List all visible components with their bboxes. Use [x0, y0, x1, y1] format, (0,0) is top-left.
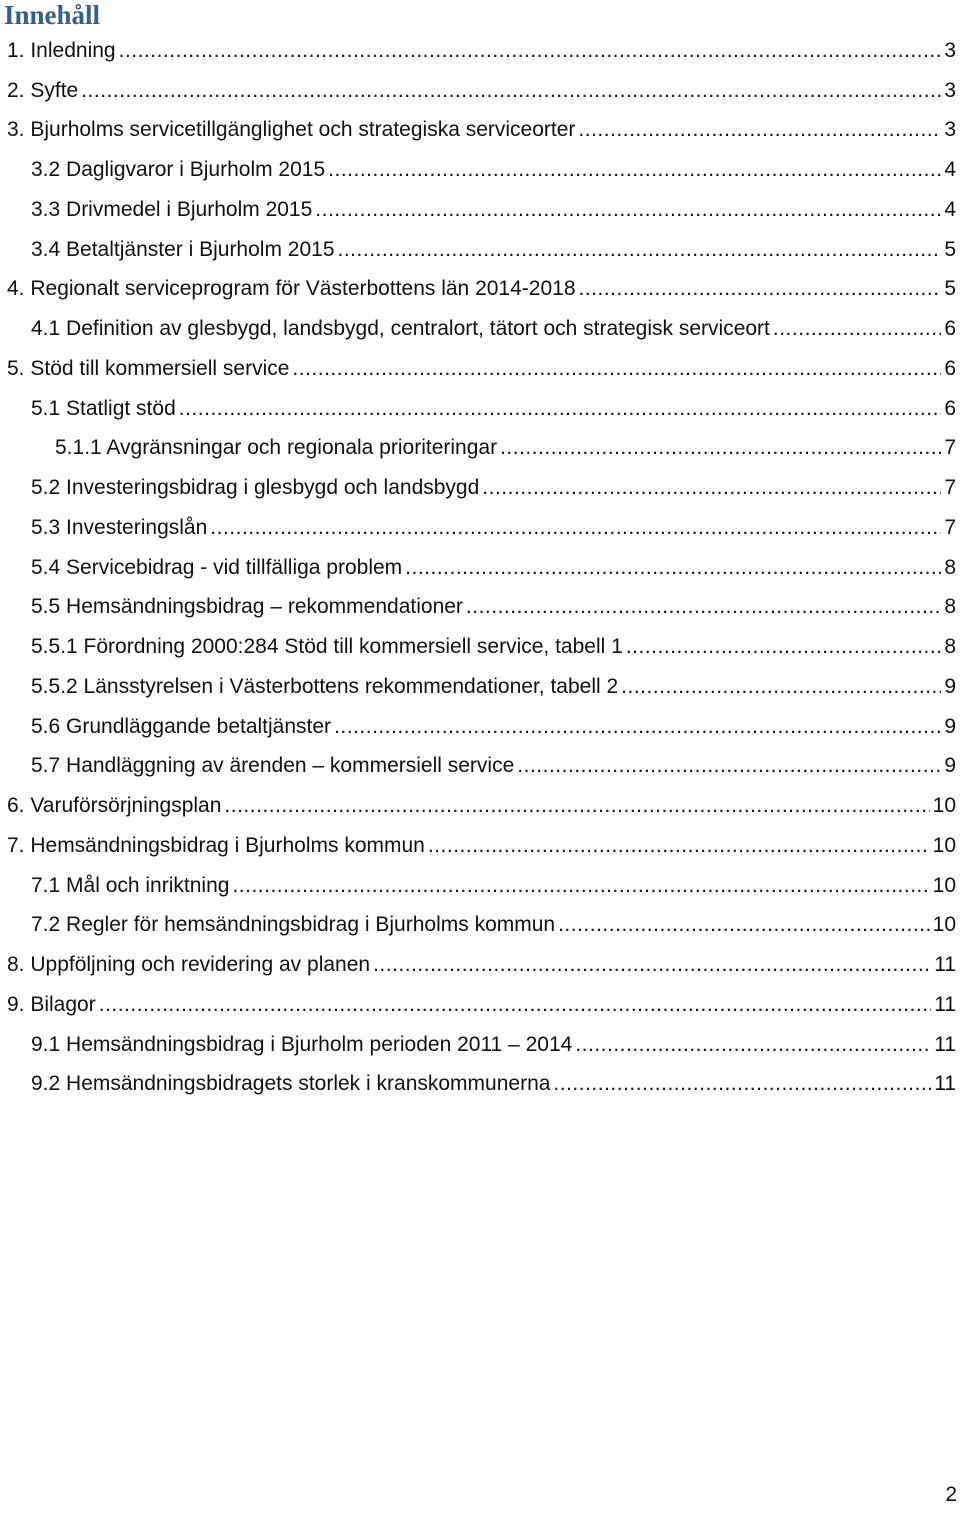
toc-entry-page: 5	[944, 277, 956, 301]
toc-entry-label: 5.7 Handläggning av ärenden – kommersiell service	[31, 754, 515, 778]
toc-dot-leader	[328, 158, 941, 182]
toc-dot-leader	[575, 1033, 931, 1057]
toc-entry-page: 9	[944, 714, 956, 738]
toc-entry-page: 3	[944, 38, 956, 62]
table-of-contents	[0, 31, 960, 1104]
toc-entry[interactable]	[0, 349, 960, 389]
toc-dot-leader	[373, 953, 931, 977]
toc-dot-leader	[292, 357, 941, 381]
toc-entry[interactable]	[0, 190, 960, 230]
toc-entry[interactable]	[0, 468, 960, 508]
toc-entry[interactable]	[0, 707, 960, 747]
toc-dot-leader	[81, 79, 941, 103]
toc-entry-label: 7. Hemsändningsbidrag i Bjurholms kommun	[7, 833, 425, 857]
toc-entry-label: 5.1.1 Avgränsningar och regionala prioriteringar	[55, 436, 498, 460]
toc-entry-label: 5.6 Grundläggande betaltjänster	[31, 714, 332, 738]
toc-entry-label: 7.1 Mål och inriktning	[31, 873, 230, 897]
toc-entry-label: 5. Stöd till kommersiell service	[7, 356, 290, 380]
toc-entry[interactable]	[0, 31, 960, 71]
toc-dot-leader	[482, 476, 941, 500]
toc-entry-page: 11	[934, 992, 956, 1016]
toc-entry-label: 3.2 Dagligvaror i Bjurholm 2015	[31, 158, 326, 182]
toc-dot-leader	[517, 754, 941, 778]
toc-entry-page: 6	[944, 396, 956, 420]
toc-heading: Innehåll	[4, 0, 101, 30]
toc-entry-label: 3.4 Betaltjänster i Bjurholm 2015	[31, 237, 335, 261]
toc-entry-label: 9.2 Hemsändningsbidragets storlek i kranskommunerna	[31, 1072, 551, 1096]
toc-entry[interactable]	[0, 71, 960, 111]
toc-entry[interactable]	[0, 111, 960, 151]
toc-entry-label: 4. Regionalt serviceprogram för Västerbottens län 2014-2018	[7, 277, 576, 301]
toc-entry-label: 5.4 Servicebidrag - vid tillfälliga problem	[31, 555, 403, 579]
toc-dot-leader	[466, 595, 941, 619]
toc-entry[interactable]	[0, 866, 960, 906]
toc-entry-label: 5.3 Investeringslån	[31, 515, 208, 539]
toc-entry[interactable]	[0, 270, 960, 310]
toc-entry[interactable]	[0, 985, 960, 1025]
toc-entry-page: 11	[934, 1032, 956, 1056]
toc-dot-leader	[179, 397, 942, 421]
toc-entry-page: 3	[944, 118, 956, 142]
toc-dot-leader	[553, 1072, 931, 1096]
toc-dot-leader	[210, 516, 941, 540]
toc-entry[interactable]	[0, 230, 960, 270]
toc-entry[interactable]	[0, 429, 960, 469]
toc-entry[interactable]	[0, 627, 960, 667]
toc-entry[interactable]	[0, 826, 960, 866]
toc-entry-label: 9.1 Hemsändningsbidrag i Bjurholm perioden 2011 – 2014	[31, 1032, 573, 1056]
toc-entry-label: 1. Inledning	[7, 38, 116, 62]
toc-entry-page: 7	[944, 476, 956, 500]
toc-entry-page: 8	[944, 555, 956, 579]
toc-entry-page: 5	[944, 237, 956, 261]
toc-dot-leader	[405, 556, 941, 580]
toc-entry[interactable]	[0, 906, 960, 946]
toc-dot-leader	[621, 675, 941, 699]
toc-entry-label: 5.1 Statligt stöd	[31, 396, 176, 420]
toc-entry[interactable]	[0, 786, 960, 826]
toc-dot-leader	[224, 794, 929, 818]
toc-entry[interactable]	[0, 389, 960, 429]
toc-entry[interactable]	[0, 150, 960, 190]
toc-entry-page: 3	[944, 78, 956, 102]
toc-entry[interactable]	[0, 548, 960, 588]
toc-entry-label: 5.2 Investeringsbidrag i glesbygd och landsbygd	[31, 476, 480, 500]
toc-dot-leader	[579, 277, 942, 301]
toc-entry-label: 3.3 Drivmedel i Bjurholm 2015	[31, 197, 313, 221]
page-number: 2	[945, 1483, 957, 1506]
toc-entry-page: 11	[934, 1072, 956, 1096]
toc-dot-leader	[558, 913, 930, 937]
toc-entry-page: 6	[944, 356, 956, 380]
toc-dot-leader	[428, 834, 930, 858]
toc-entry-label: 8. Uppföljning och revidering av planen	[7, 953, 371, 977]
toc-entry-page: 9	[944, 754, 956, 778]
toc-entry-label: 9. Bilagor	[7, 992, 96, 1016]
toc-entry-page: 11	[934, 953, 956, 977]
toc-entry-label: 5.5.2 Länsstyrelsen i Västerbottens rekommendationer, tabell 2	[31, 674, 619, 698]
toc-entry-page: 7	[944, 436, 956, 460]
toc-entry-label: 4.1 Definition av glesbygd, landsbygd, centralort, tätort och strategisk serviceort	[31, 317, 770, 341]
toc-entry-label: 3. Bjurholms servicetillgänglighet och strategiska serviceorter	[7, 118, 576, 142]
toc-entry-page: 6	[944, 317, 956, 341]
toc-dot-leader	[338, 238, 942, 262]
toc-dot-leader	[119, 39, 942, 63]
toc-entry[interactable]	[0, 309, 960, 349]
toc-entry-page: 4	[944, 158, 956, 182]
toc-entry[interactable]	[0, 747, 960, 787]
toc-entry-page: 10	[932, 913, 956, 937]
toc-entry[interactable]	[0, 588, 960, 628]
toc-dot-leader	[232, 874, 929, 898]
toc-entry[interactable]	[0, 1065, 960, 1105]
toc-entry-page: 8	[944, 635, 956, 659]
toc-entry-label: 5.5 Hemsändningsbidrag – rekommendationer	[31, 595, 463, 619]
toc-entry[interactable]	[0, 508, 960, 548]
toc-entry-label: 2. Syfte	[7, 78, 79, 102]
toc-entry-page: 10	[932, 873, 956, 897]
toc-dot-leader	[773, 317, 941, 341]
toc-entry-page: 8	[944, 595, 956, 619]
toc-dot-leader	[578, 118, 941, 142]
toc-entry-page: 9	[944, 674, 956, 698]
toc-entry-label: 7.2 Regler för hemsändningsbidrag i Bjurholms kommun	[31, 913, 556, 937]
toc-entry-page: 7	[944, 515, 956, 539]
toc-dot-leader	[626, 635, 942, 659]
toc-entry[interactable]	[0, 667, 960, 707]
toc-entry-page: 10	[932, 794, 956, 818]
toc-entry-label: 6. Varuförsörjningsplan	[7, 794, 222, 818]
toc-entry[interactable]	[0, 945, 960, 985]
toc-entry-label: 5.5.1 Förordning 2000:284 Stöd till kommersiell service, tabell 1	[31, 635, 623, 659]
toc-entry-page: 10	[932, 833, 956, 857]
toc-entry-page: 4	[944, 197, 956, 221]
toc-dot-leader	[315, 198, 941, 222]
toc-dot-leader	[500, 436, 941, 460]
toc-dot-leader	[334, 715, 941, 739]
toc-entry[interactable]	[0, 1025, 960, 1065]
toc-dot-leader	[99, 993, 931, 1017]
